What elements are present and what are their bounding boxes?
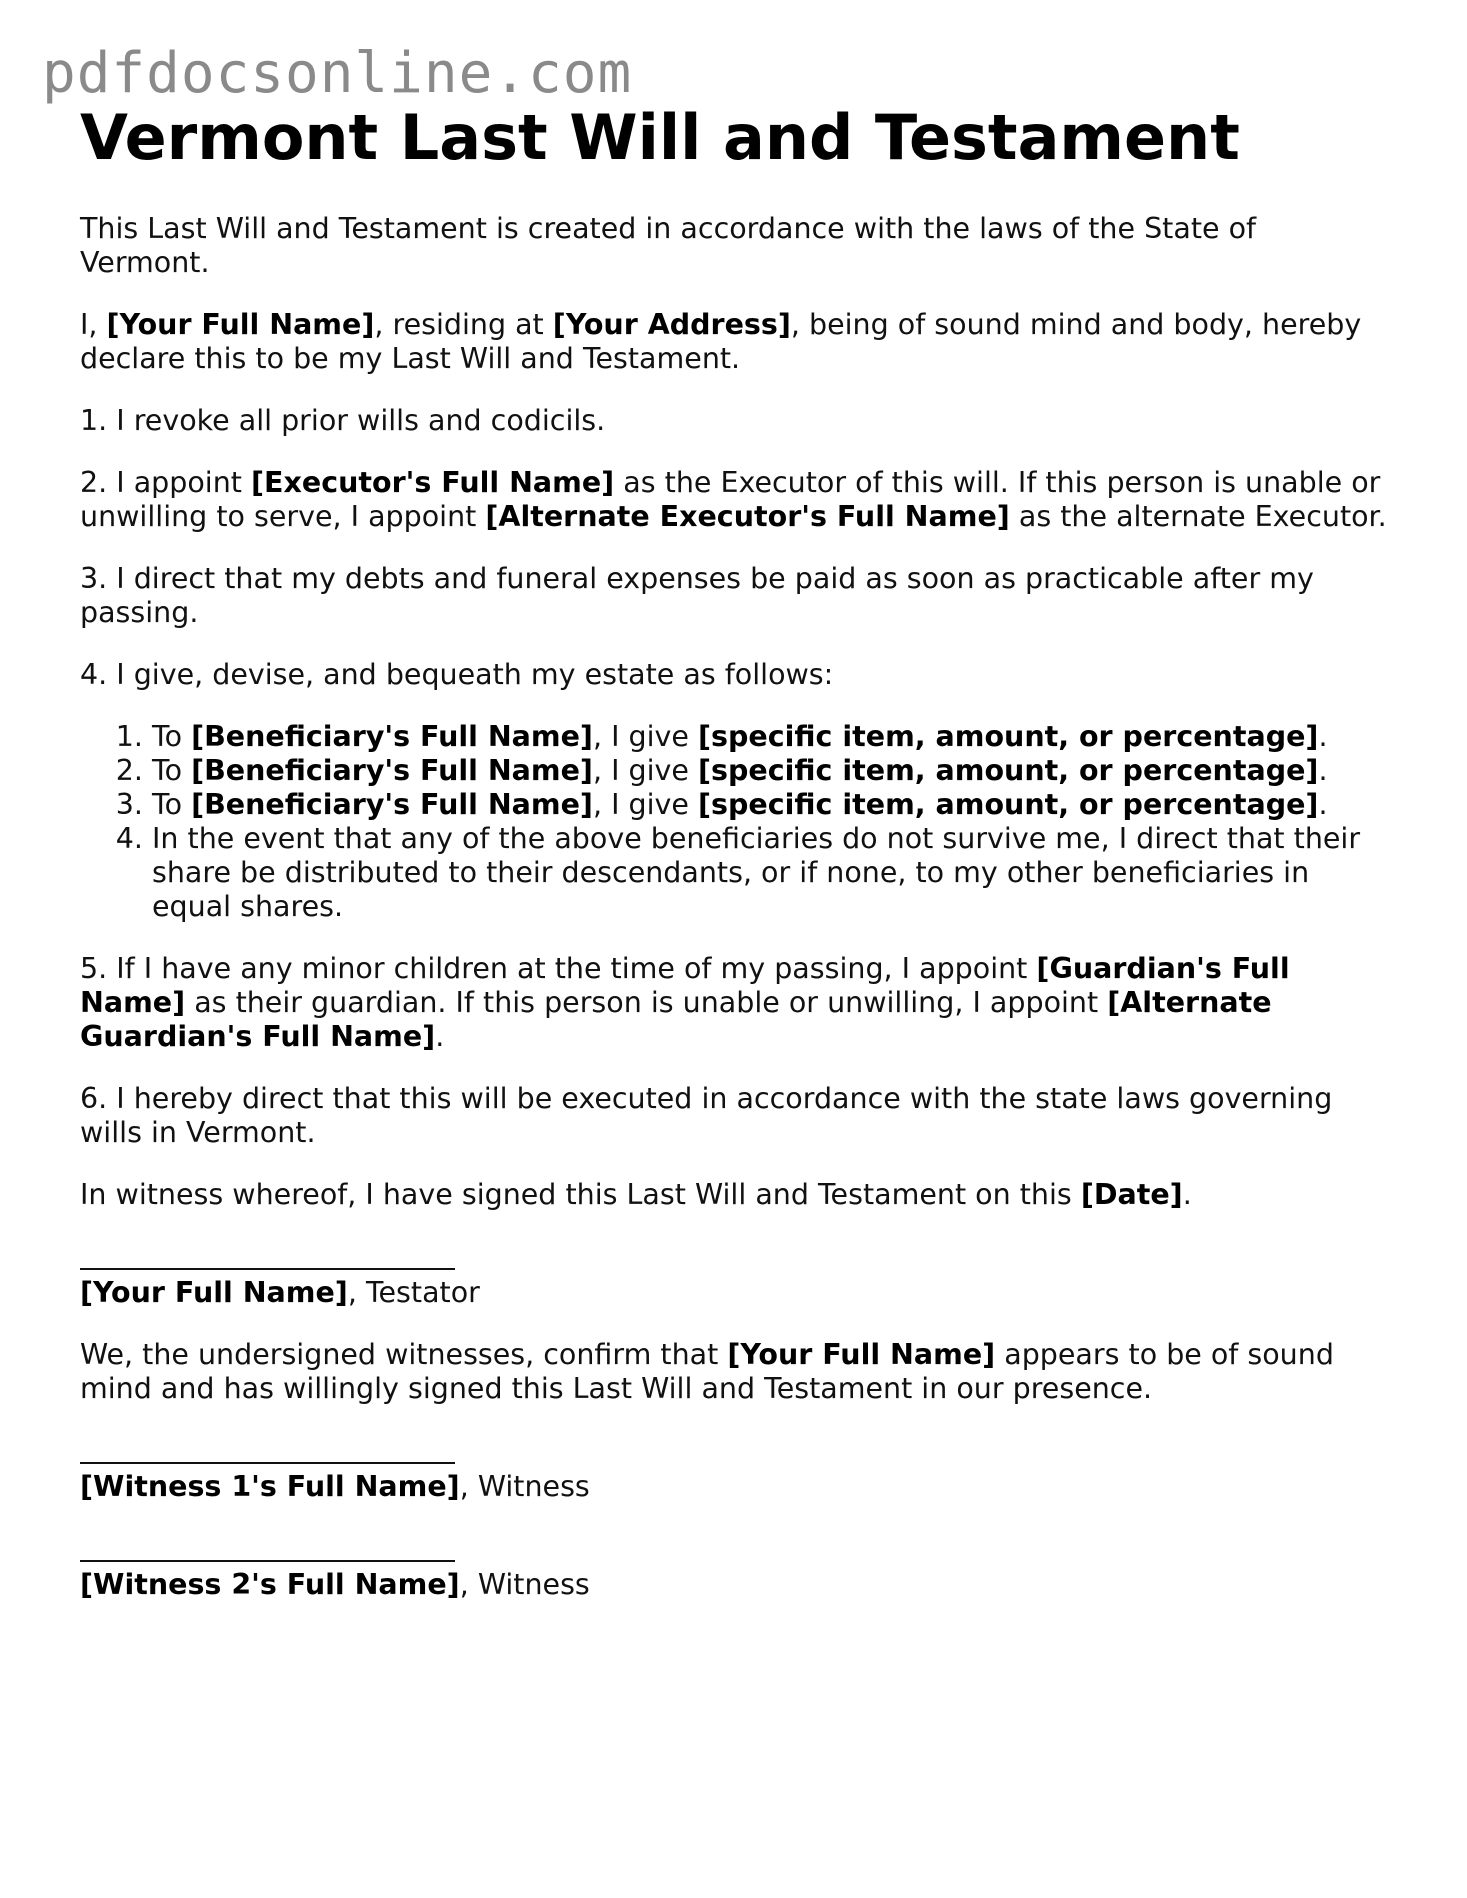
witness-2-signature-line[interactable] (80, 1532, 455, 1562)
bequest-text: , I give (592, 720, 699, 753)
witness-whereof-text: In witness whereof, I have signed this Last Will and Testament on this (80, 1178, 1081, 1211)
declaration-text: , being of sound mind and body, hereby declare this to be my Last Will and Testament. (80, 308, 1362, 375)
address-placeholder: [Your Address] (552, 308, 791, 341)
beneficiary-placeholder: [Beneficiary's Full Name] (191, 754, 593, 787)
intro-paragraph: This Last Will and Testament is created in accordance with the laws of the State of Vermont. (80, 212, 1257, 279)
declaration-text: I, (80, 308, 107, 341)
attestation-text: appears to be of sound mind and has willingly signed this Last Will and Testament in our presence. (80, 1338, 1334, 1405)
bequest-text: To (152, 788, 192, 821)
witness-1-signature-line[interactable] (80, 1434, 455, 1464)
witness-1-signature-block (80, 1434, 1390, 1504)
testator-name-placeholder: [Your Full Name] (106, 308, 375, 341)
bequest-text: To (152, 754, 192, 787)
bequest-text: To (152, 720, 192, 753)
guardian-name-placeholder: [Guardian's Full Name] (80, 952, 1290, 1019)
bequest-list (80, 720, 1390, 924)
witness-2-name: [Witness 2's Full Name] (80, 1568, 460, 1601)
clause-6: 6. I hereby direct that this will be executed in accordance with the state laws governing wills in Vermont. (80, 1082, 1333, 1149)
document (80, 100, 1390, 1630)
bequest-item-placeholder: [specific item, amount, or percentage] (698, 788, 1319, 821)
bequest-text: . (1318, 720, 1328, 753)
bequest-item (152, 754, 1390, 788)
witness-2-role: , Witness (459, 1568, 590, 1601)
attestation-text: We, the undersigned witnesses, confirm that (80, 1338, 728, 1371)
bequest-text: , I give (592, 788, 699, 821)
beneficiary-placeholder: [Beneficiary's Full Name] (191, 720, 593, 753)
alternate-guardian-placeholder: [Alternate Guardian's Full Name] (80, 986, 1272, 1053)
testator-signature-block (80, 1240, 1390, 1310)
date-placeholder: [Date] (1080, 1178, 1183, 1211)
clause-text: as the alternate Executor. (1009, 500, 1387, 533)
bequest-item-placeholder: [specific item, amount, or percentage] (698, 754, 1319, 787)
bequest-item (152, 788, 1390, 822)
clause-text: . (435, 1020, 445, 1053)
clause-text: as their guardian. If this person is unable or unwilling, I appoint (185, 986, 1108, 1019)
bequest-item-placeholder: [specific item, amount, or percentage] (698, 720, 1319, 753)
clause-1: 1. I revoke all prior wills and codicils. (80, 404, 606, 437)
attestation-paragraph (80, 1338, 1390, 1406)
declaration-paragraph (80, 308, 1390, 376)
executor-name-placeholder: [Executor's Full Name] (251, 466, 615, 499)
bequest-text: . (1318, 788, 1328, 821)
bequest-item (152, 720, 1390, 754)
witness-whereof-text: . (1182, 1178, 1192, 1211)
clause-text: 5. If I have any minor children at the time of my passing, I appoint (80, 952, 1037, 985)
witness-1-role: , Witness (459, 1470, 590, 1503)
clause-4: 4. I give, devise, and bequeath my estate as follows: (80, 658, 834, 691)
testator-role: , Testator (347, 1276, 480, 1309)
clause-3: 3. I direct that my debts and funeral expenses be paid as soon as practicable after my passing. (80, 562, 1314, 629)
clause-text: as the Executor of this will. If this person is unable or unwilling to serve, I appoint (80, 466, 1381, 533)
alternate-executor-placeholder: [Alternate Executor's Full Name] (485, 500, 1010, 533)
watermark: pdfdocsonline.com (42, 41, 633, 106)
witness-2-signature-block (80, 1532, 1390, 1602)
testator-signature-line[interactable] (80, 1240, 455, 1270)
bequest-text: , I give (592, 754, 699, 787)
clause-text: 2. I appoint (80, 466, 252, 499)
testator-name: [Your Full Name] (80, 1276, 348, 1309)
declaration-text: , residing at (374, 308, 553, 341)
bequest-lapse-item: 4. In the event that any of the above beneficiaries do not survive me, I direct that their share be distributed to their descendants, or if none, to my other beneficiaries in equal shares. (152, 822, 1390, 924)
witness-1-name: [Witness 1's Full Name] (80, 1470, 460, 1503)
attestation-name-placeholder: [Your Full Name] (727, 1338, 996, 1371)
clause-5 (80, 952, 1390, 1054)
clause-2 (80, 466, 1390, 534)
document-title: Vermont Last Will and Testament (80, 101, 1240, 174)
witness-whereof-paragraph (80, 1178, 1390, 1212)
beneficiary-placeholder: [Beneficiary's Full Name] (191, 788, 593, 821)
bequest-text: . (1318, 754, 1328, 787)
